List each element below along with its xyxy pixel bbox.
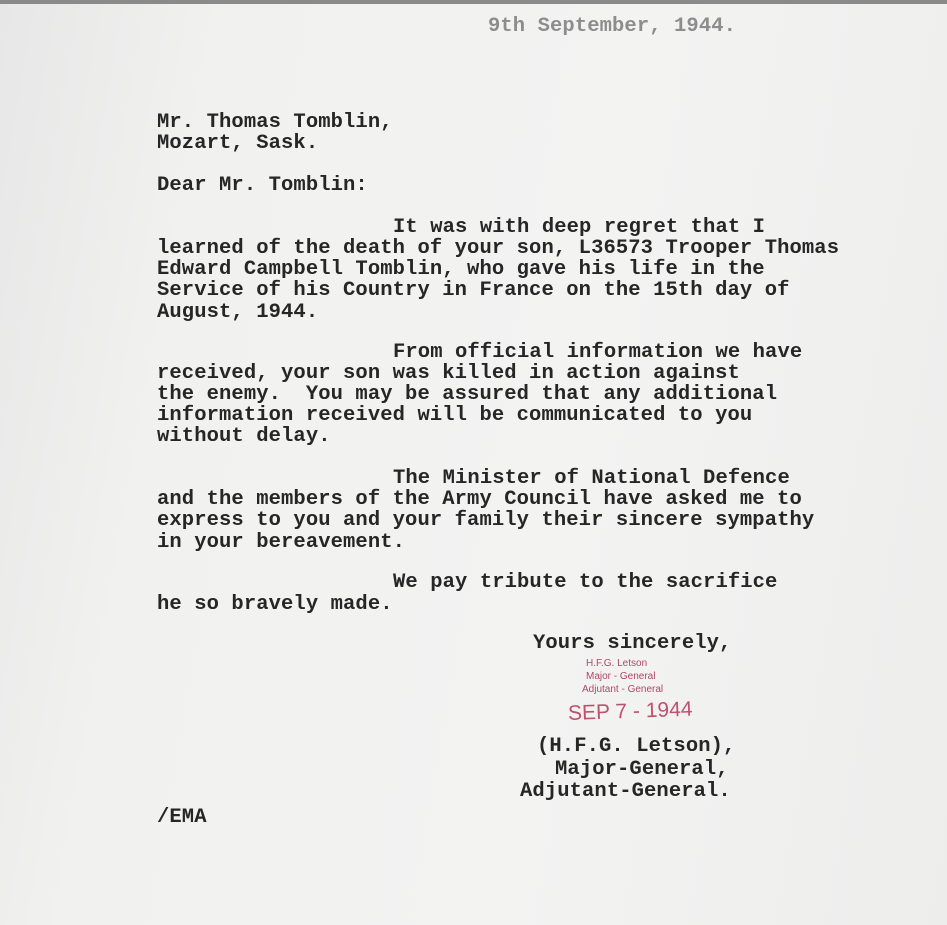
paragraph-line: The Minister of National Defence (393, 467, 790, 490)
letter-date: 9th September, 1944. (488, 15, 737, 38)
paragraph-line: express to you and your family their sincere sympathy (157, 509, 815, 532)
closing: Yours sincerely, (533, 632, 732, 655)
received-date-stamp: SEP 7 - 1944 (567, 697, 693, 725)
reference-initials: /EMA (157, 806, 207, 829)
signature-title: Adjutant-General. (520, 780, 731, 803)
paragraph-line: in your bereavement. (157, 531, 406, 554)
signature-rank: Major-General, (555, 758, 729, 781)
address-line: Mozart, Sask. (157, 132, 319, 155)
paragraph-line: he so bravely made. (157, 593, 393, 616)
paragraph-line: From official information we have (393, 341, 803, 364)
paragraph-line: and the members of the Army Council have asked me to (157, 488, 802, 511)
paragraph-line: learned of the death of your son, L36573 Trooper Thomas (157, 237, 840, 260)
salutation: Dear Mr. Tomblin: (157, 174, 368, 197)
signature-stamp-name: H.F.G. Letson (586, 658, 648, 669)
paragraph-line: August, 1944. (157, 301, 319, 324)
signature-stamp-title: Adjutant - General (582, 684, 664, 695)
page-top-edge (0, 0, 947, 4)
signature-stamp-rank: Major - General (586, 671, 656, 682)
paragraph-line: We pay tribute to the sacrifice (393, 571, 778, 594)
paragraph-line: information received will be communicated to you (157, 404, 753, 427)
paragraph-line: It was with deep regret that I (393, 216, 766, 239)
signature-name: (H.F.G. Letson), (537, 735, 736, 758)
address-line: Mr. Thomas Tomblin, (157, 111, 393, 134)
paragraph-line: Edward Campbell Tomblin, who gave his life in the (157, 258, 765, 281)
paragraph-line: Service of his Country in France on the 15th day of (157, 279, 790, 302)
paragraph-line: received, your son was killed in action against (157, 362, 740, 385)
paragraph-line: the enemy. You may be assured that any additional (157, 383, 778, 406)
paragraph-line: without delay. (157, 425, 331, 448)
